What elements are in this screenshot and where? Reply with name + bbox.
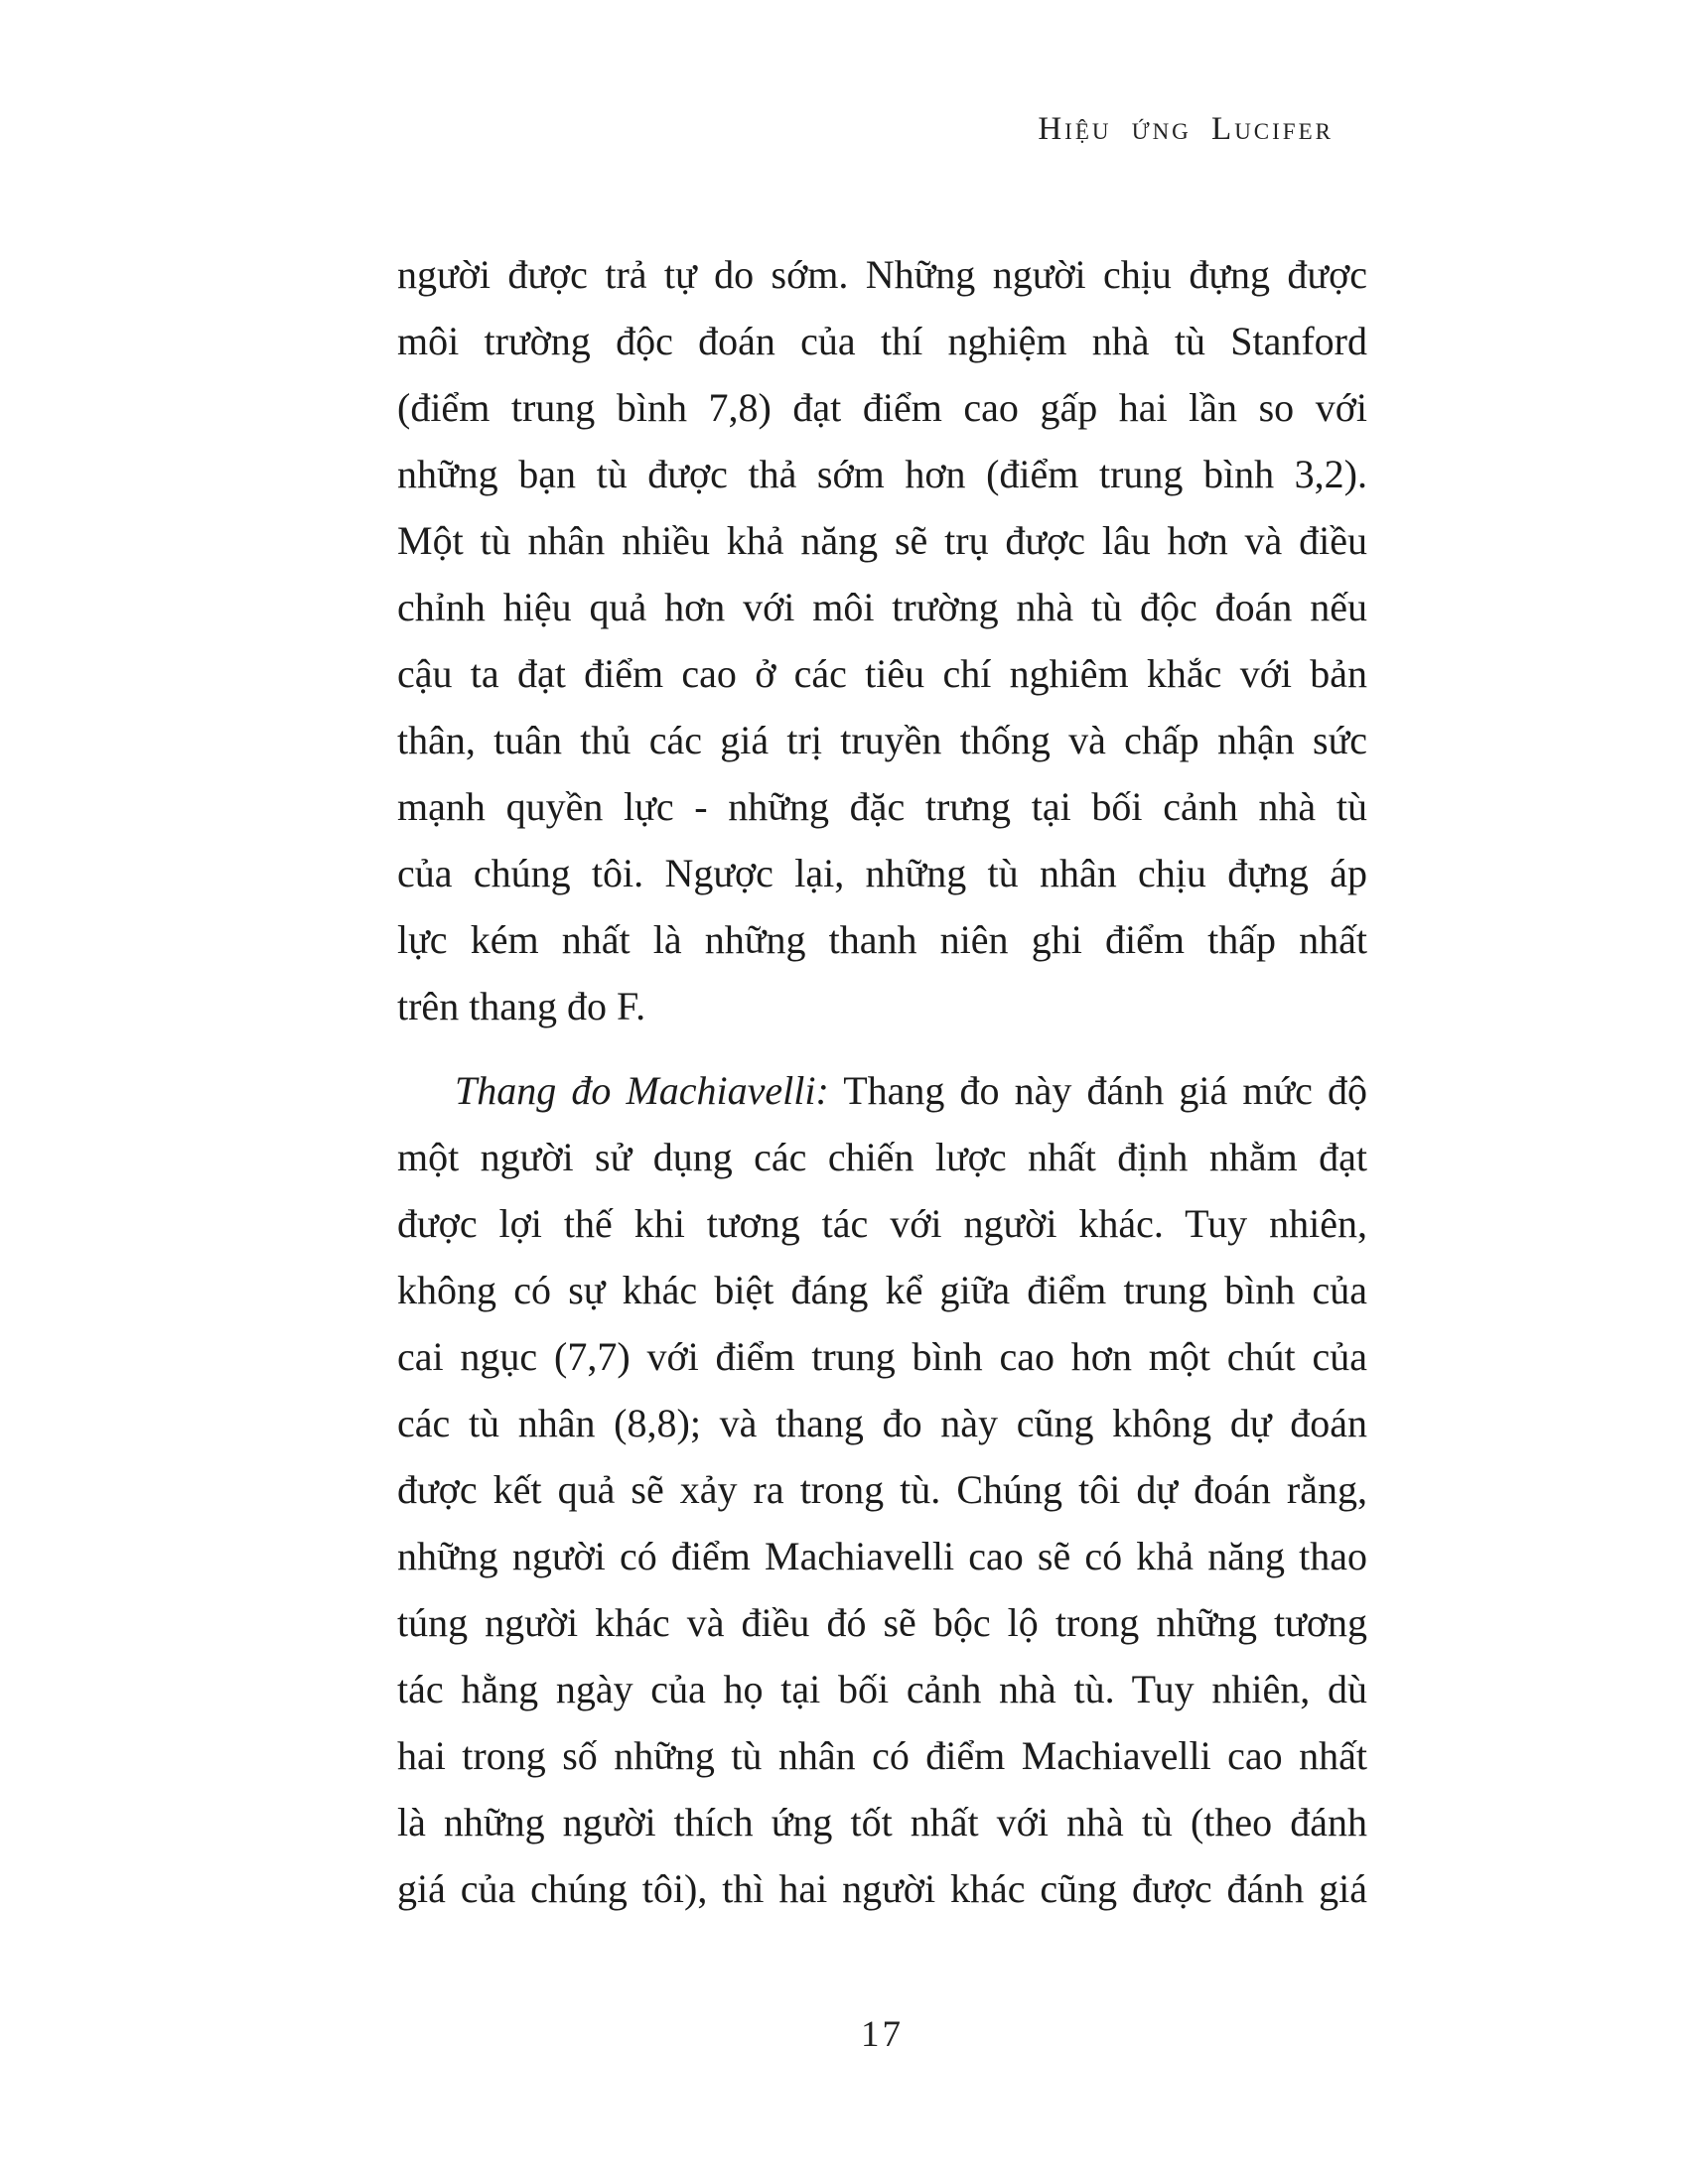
page-number: 17 xyxy=(861,2014,904,2055)
text-line: lực kém nhất là những thanh niên ghi điểm thấp nhất xyxy=(397,917,1367,962)
text-line: một người sử dụng các chiến lược nhất định nhằm đạt xyxy=(397,1135,1367,1179)
running-head: Hiệu ứng Lucifer xyxy=(1038,111,1334,147)
text-line: túng người khác và điều đó sẽ bộc lộ trong những tương xyxy=(397,1600,1367,1645)
text-line: của chúng tôi. Ngược lại, những tù nhân chịu đựng áp xyxy=(397,851,1367,895)
text-line: cai ngục (7,7) với điểm trung bình cao hơn một chút của xyxy=(397,1334,1367,1379)
text-line: thân, tuân thủ các giá trị truyền thống và chấp nhận sức xyxy=(397,718,1367,762)
paragraph-1 xyxy=(397,241,1367,1039)
paragraph-2 xyxy=(397,1057,1367,1922)
text-line: chỉnh hiệu quả hơn với môi trường nhà tù độc đoán nếu xyxy=(397,585,1367,629)
text-line: cậu ta đạt điểm cao ở các tiêu chí nghiêm khắc với bản xyxy=(397,651,1367,696)
text-line: trên thang đo F. xyxy=(397,984,646,1028)
text-line: người được trả tự do sớm. Những người chịu đựng được xyxy=(397,252,1367,297)
text-line: Một tù nhân nhiều khả năng sẽ trụ được lâu hơn và điều xyxy=(397,518,1367,563)
scale-name-italic: Thang đo Machiavelli: xyxy=(455,1068,829,1113)
text-line: môi trường độc đoán của thí nghiệm nhà tù Stanford xyxy=(397,319,1367,363)
text-line: những bạn tù được thả sớm hơn (điểm trung bình 3,2). xyxy=(397,452,1367,496)
first-line-rest: Thang đo này đánh giá mức độ xyxy=(828,1068,1367,1113)
text-line: những người có điểm Machiavelli cao sẽ có khả năng thao xyxy=(397,1534,1367,1578)
body-text xyxy=(397,241,1367,1922)
text-line: (điểm trung bình 7,8) đạt điểm cao gấp hai lần so với xyxy=(397,385,1367,430)
text-line: các tù nhân (8,8); và thang đo này cũng không dự đoán xyxy=(397,1401,1367,1445)
paragraph-2-lines xyxy=(397,1124,1367,1922)
text-line: là những người thích ứng tốt nhất với nhà tù (theo đánh xyxy=(397,1800,1367,1844)
text-line: được lợi thế khi tương tác với người khác. Tuy nhiên, xyxy=(397,1201,1367,1246)
text-line: không có sự khác biệt đáng kể giữa điểm trung bình của xyxy=(397,1268,1367,1312)
text-line: giá của chúng tôi), thì hai người khác cũng được đánh giá xyxy=(397,1866,1367,1911)
text-line: hai trong số những tù nhân có điểm Machiavelli cao nhất xyxy=(397,1733,1367,1778)
text-line: mạnh quyền lực - những đặc trưng tại bối cảnh nhà tù xyxy=(397,784,1367,829)
text-line xyxy=(397,1057,1367,1124)
text-line: được kết quả sẽ xảy ra trong tù. Chúng tôi dự đoán rằng, xyxy=(397,1467,1367,1512)
text-line: tác hằng ngày của họ tại bối cảnh nhà tù. Tuy nhiên, dù xyxy=(397,1667,1367,1711)
